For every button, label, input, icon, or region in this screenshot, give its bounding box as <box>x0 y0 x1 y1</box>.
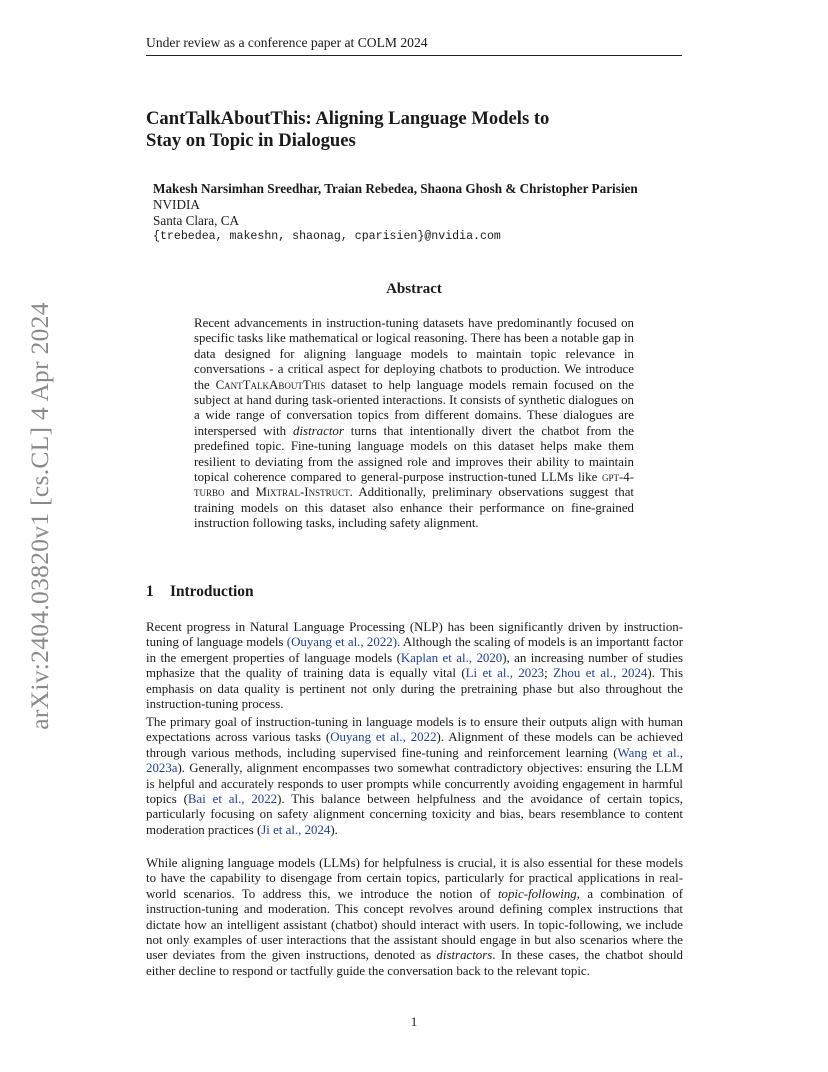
paper-title <box>146 108 686 152</box>
intro-paragraph-2 <box>146 715 683 838</box>
distractor-term: distractor <box>293 423 344 438</box>
p2-text-5: ). <box>330 822 338 837</box>
abstract-heading: Abstract <box>386 281 442 297</box>
section-heading <box>146 583 682 601</box>
author-names: Makesh Narsimhan Sreedhar, Traian Rebedea, Shaona Ghosh & Christopher Parisien <box>153 181 638 196</box>
abstract-text <box>194 316 634 532</box>
arxiv-identifier-stamp: arXiv:2404.03820v1 [cs.CL] 4 Apr 2024 <box>25 302 54 730</box>
section-number: 1 <box>146 583 154 600</box>
author-block <box>153 181 693 245</box>
citation-link[interactable]: Kaplan et al., 2020 <box>400 650 503 665</box>
topic-following-term: topic-following <box>497 886 577 901</box>
abstract-text-1: Recent advancements in instruction-tuning datasets have predominantly focused on specific tasks like mathematical or logical reasoning. There has been a notable gap in data designed for aligning language models to maintain topic relevance in conversations - a critical aspect for deploying chatbots to production. We introduce the <box>194 316 634 392</box>
p1-text-1: Recent progress in Natural Language Processing (NLP) has been significantly driven by instruction-tuning of language models <box>146 620 683 650</box>
citation-link[interactable]: Li et al., 2023 <box>465 666 545 681</box>
distractors-term: distractors <box>436 948 493 963</box>
affiliation: NVIDIA <box>153 197 200 212</box>
citation-link[interactable]: Zhou et al., 2024 <box>553 666 648 681</box>
header-rule <box>146 55 682 56</box>
citation-link[interactable]: (Ouyang et al., 2022) <box>286 635 398 650</box>
page-number: 1 <box>410 1014 418 1029</box>
p2-text-1: The primary goal of instruction-tuning in language models is to ensure their outputs align with human expectations across various tasks ( <box>146 715 683 745</box>
p3-text-2: , a combination of instruction-tuning and moderation. This concept revolves around defining complex instructions that dictate how an intelligent assistant (chatbot) should interact with users. In topic-following, we include not only examples of user interactions that the assistant should engage in but also scenarios where the user deviates from the given instructions, denoted as <box>146 886 683 963</box>
location: Santa Clara, CA <box>153 213 240 228</box>
p2-text-3: ). Generally, alignment encompasses two somewhat contradictory objectives: ensuring the LLM is helpful and accurately responds to user prompts while concurrently avoiding engagement in harmful topics ( <box>146 761 683 807</box>
intro-paragraph-3 <box>146 856 683 979</box>
author-emails: {trebedea, makeshn, shaonag, cparisien}@nvidia.com <box>153 230 501 243</box>
citation-link[interactable]: Wang et al., 2023a <box>146 745 683 776</box>
section-title: Introduction <box>170 583 254 600</box>
title-line-1: CantTalkAboutThis: Aligning Language Models to <box>146 108 550 129</box>
abstract-text-3: turns that intentionally divert the chatbot from the predefined topic. Fine-tuning language models on this dataset helps make them resilient to deviating from the assigned role and improves their ability to maintain topical coherence compared to general-purpose instruction-tuned LLMs like <box>194 423 634 485</box>
citation-link[interactable]: Ji et al., 2024 <box>261 822 331 837</box>
model-name-2: Mixtral-Instruct <box>255 485 350 500</box>
p1-text-2: . Although the scaling of models is an importantt factor in the emergent properties of language models ( <box>146 635 683 665</box>
title-line-2: Stay on Topic in Dialogues <box>146 130 356 151</box>
p1-text-5: ). This emphasis on data quality is pertinent not only during the pretraining phase but also throughout the instruction-tuning process. <box>146 666 683 712</box>
p1-text-3: ), an increasing number of studies mphasize that the quality of training data is equally vital ( <box>146 650 683 681</box>
citation-link[interactable]: Ouyang et al., 2022 <box>330 730 437 745</box>
abstract-text-2: dataset to help language models remain focused on the subject at hand during task-oriented interactions. It consists of synthetic dialogues on a wide range of conversation topics from different domains. These dialogues are interspersed with <box>194 377 634 438</box>
p2-text-2: ). Alignment of these models can be achieved through various methods, including supervised fine-tuning and reinforcement learning ( <box>146 730 683 760</box>
p1-text-4: ; <box>544 666 554 681</box>
p3-text-3: . In these cases, the chatbot should either decline to respond or tactfully guide the conversation back to the relevant topic. <box>146 948 683 978</box>
intro-paragraph-1 <box>146 620 683 712</box>
p3-text-1: While aligning language models (LLMs) for helpfulness is crucial, it is also essential for these models to have the capability to disengage from certain topics, particularly for practical applications in real-world scenarios. To address this, we introduce the notion of <box>146 856 683 901</box>
abstract-text-4: and <box>224 485 256 500</box>
abstract-text-5: . Additionally, preliminary observations suggest that training models on this dataset also enhance their performance on fine-grained instruction following tasks, including safety alignment. <box>194 485 634 531</box>
p2-text-4: ). This balance between helpfulness and the avoidance of certain topics, particularly focusing on safety alignment concerning toxicity and bias, bears resemblance to content moderation practices ( <box>146 792 683 837</box>
running-header: Under review as a conference paper at COLM 2024 <box>146 35 428 50</box>
dataset-name: CantTalkAboutThis <box>215 377 326 392</box>
model-name-1: gpt-4-turbo <box>194 470 634 500</box>
citation-link[interactable]: Bai et al., 2022 <box>187 792 278 807</box>
